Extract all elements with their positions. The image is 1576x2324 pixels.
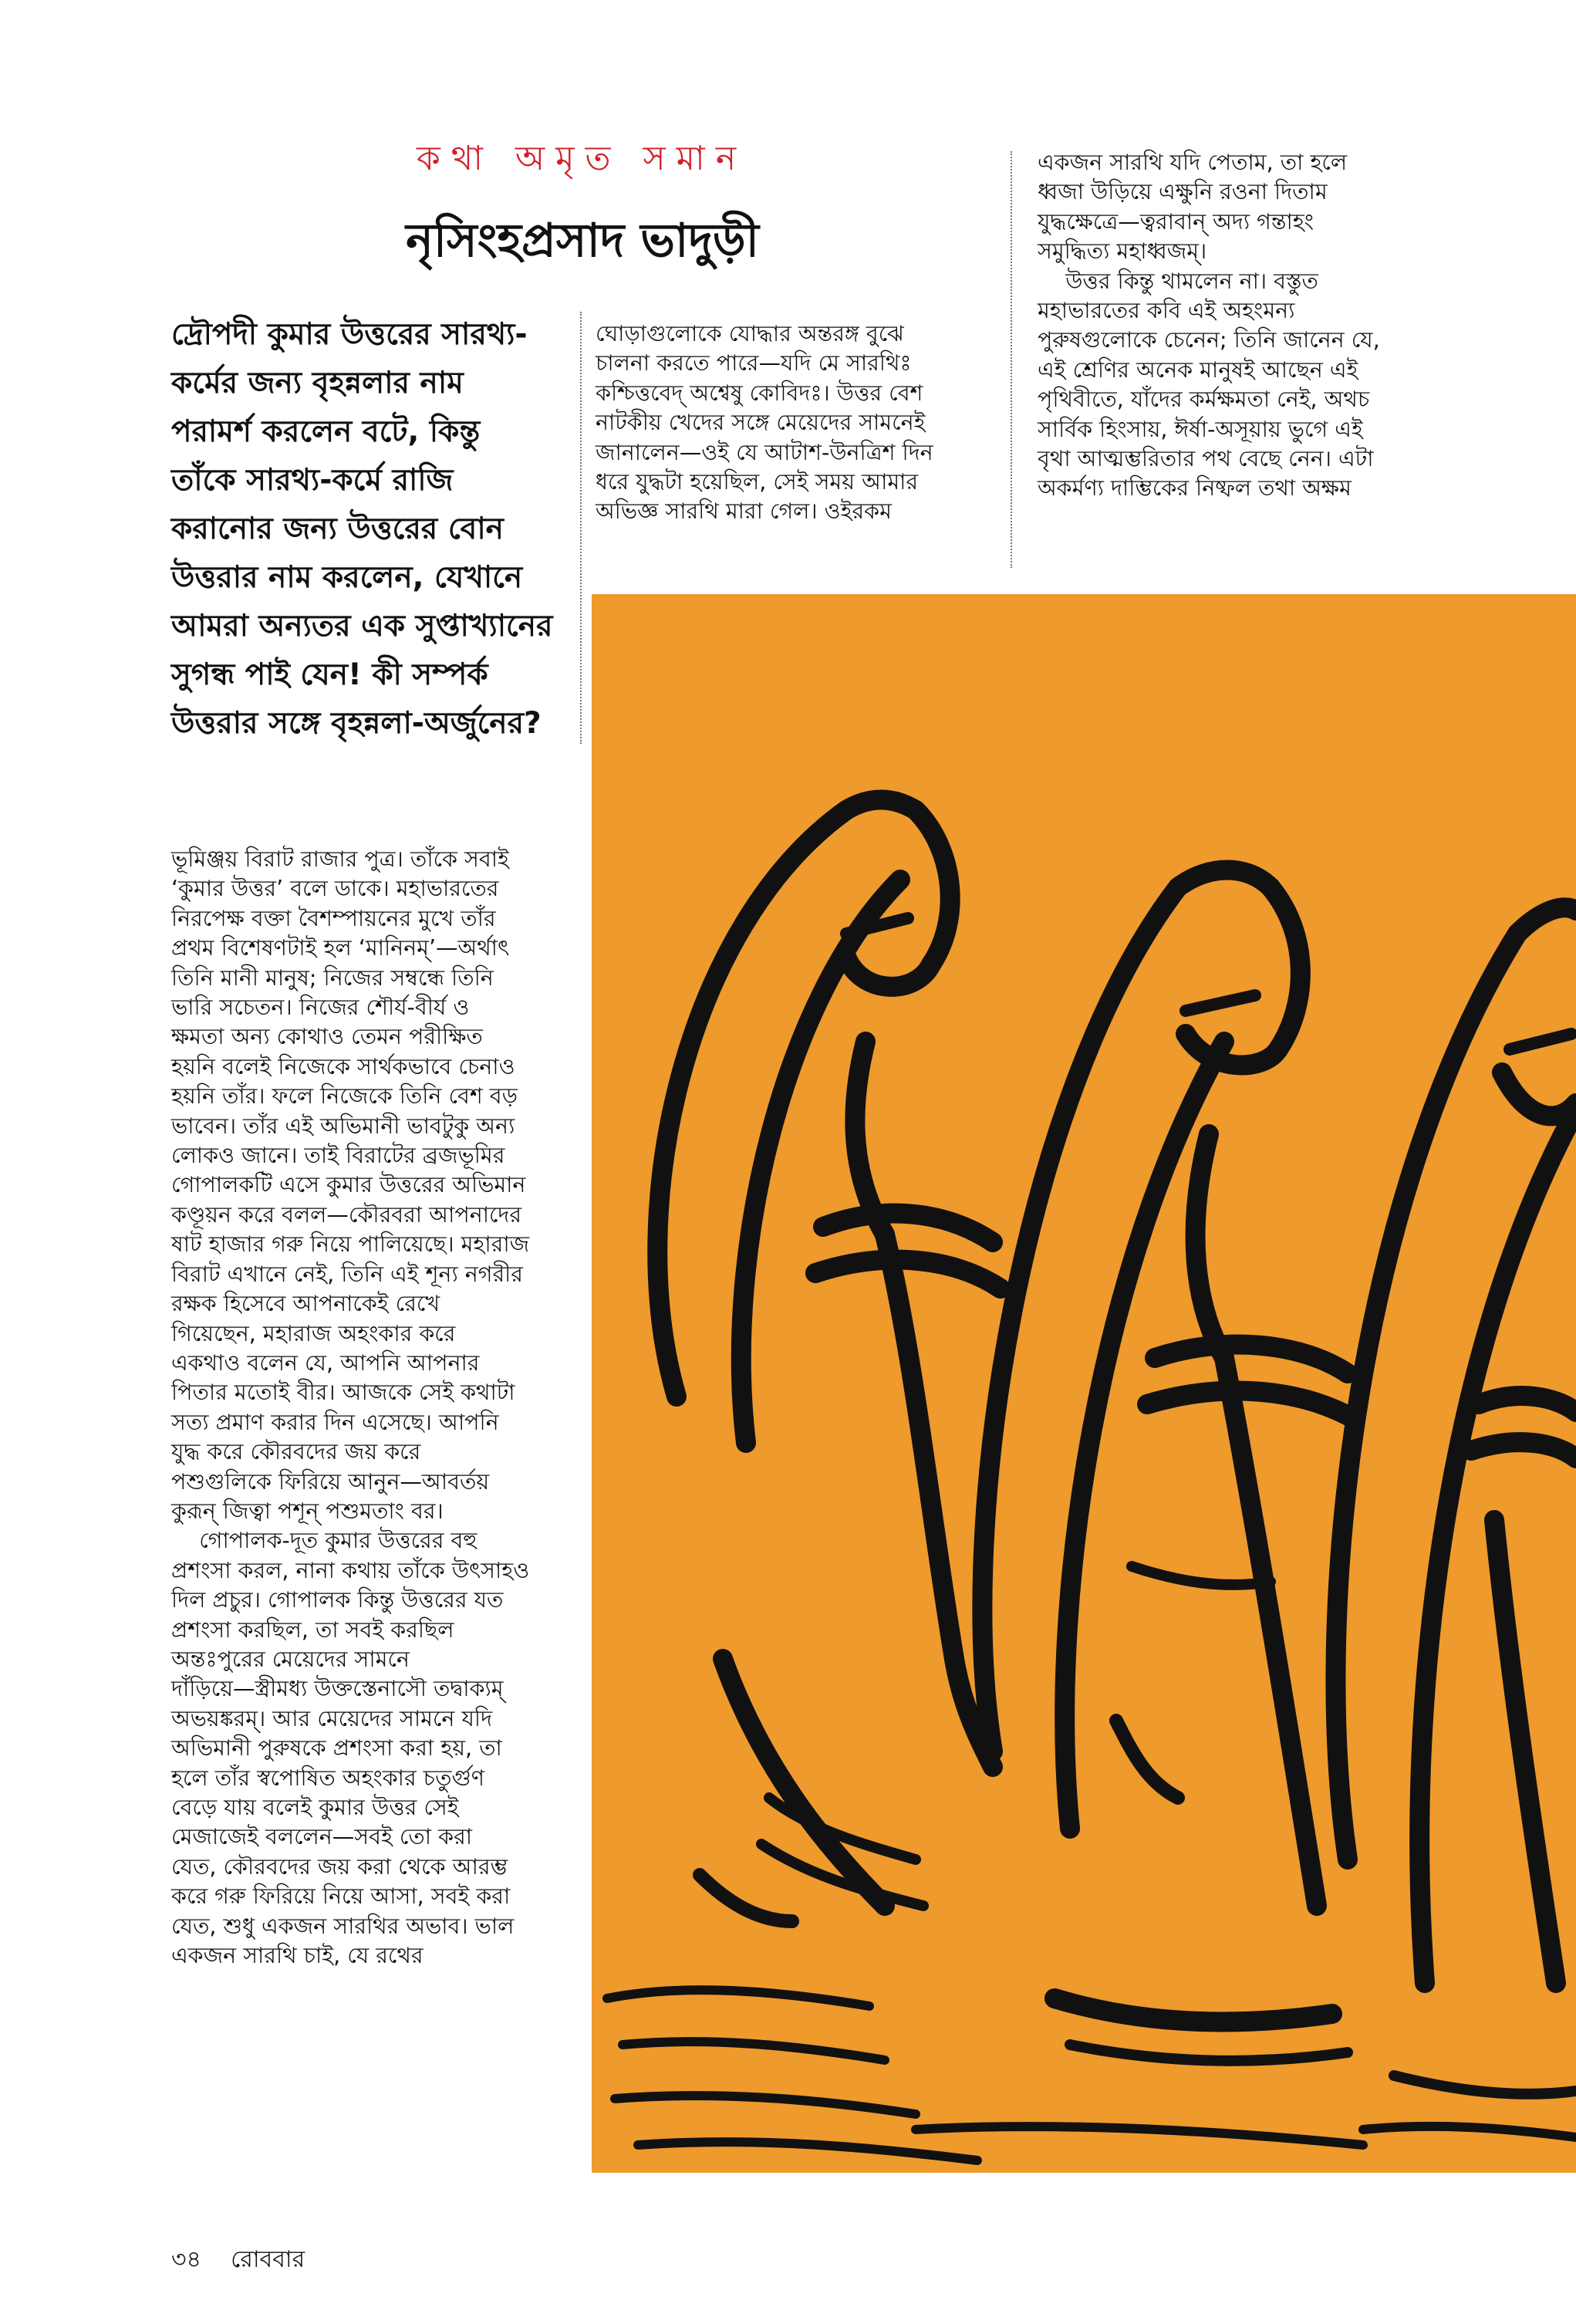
body-line: ধ্বজা উড়িয়ে এক্ষুনি রওনা দিতাম — [1038, 179, 1328, 205]
body-line: অভিজ্ঞ সারথি মারা গেল। ওইরকম — [596, 498, 892, 525]
body-line: একজন সারথি যদি পেতাম, তা হলে — [1038, 150, 1348, 175]
body-line: কশ্চিত্তবেদ্ অশ্বেষু কোবিদঃ। উত্তর বেশ — [596, 380, 923, 406]
figure-left — [657, 800, 1001, 1922]
body-line: ঘোড়াগুলোকে যোদ্ধার অন্তরঙ্গ বুঝে — [596, 321, 904, 346]
series-title: কথা অমৃত সমান — [417, 139, 748, 178]
body-line: ধরে যুদ্ধটা হয়েছিল, সেই সময় আমার — [596, 469, 919, 495]
body-line: যুদ্ধক্ষেত্রে—ত্বরাবান্ অদ্য গন্তাহং — [1038, 208, 1314, 235]
body-column-middle — [596, 319, 997, 527]
pull-quote-line: উত্তরার নাম করলেন, যেখানে — [171, 560, 523, 595]
pull-quote-line: সুগন্ধ পাই যেন! কী সম্পর্ক — [171, 657, 488, 692]
body-line: গোপালক-দূত কুমার উত্তরের বহু — [171, 1528, 478, 1554]
body-line: হয়নি বলেই নিজেকে সার্থকভাবে চেনাও — [171, 1053, 515, 1079]
body-column-right — [1038, 148, 1562, 504]
body-line: প্রথম বিশেষণটাই হল ‘মানিনম্’—অর্থাৎ — [171, 935, 510, 961]
body-line: বৃথা আত্মম্ভরিতার পথ বেছে নেন। এটা — [1038, 446, 1374, 472]
body-line: পুরুষগুলোকে চেনেন; তিনি জানেন যে, — [1038, 327, 1380, 353]
body-line: দাঁড়িয়ে—স্ত্রীমধ্য উক্তস্তেনাসৌ তদ্বাক্যম্ — [171, 1676, 504, 1702]
body-line: পৃথিবীতে, যাঁদের কর্মক্ষমতা নেই, অথচ — [1038, 387, 1370, 413]
pull-quote-line: কর্মের জন্য বৃহন্নলার নাম — [171, 366, 464, 400]
body-line: গোপালকটি এসে কুমার উত্তরের অভিমান — [171, 1172, 526, 1198]
body-line: ভূমিঞ্জয় বিরাট রাজার পুত্র। তাঁকে সবাই — [171, 846, 509, 872]
pull-quote-line: পরামর্শ করলেন বটে, কিন্তু — [171, 414, 481, 449]
body-line: পশুগুলিকে ফিরিয়ে আনুন—আবর্তয় — [171, 1468, 490, 1495]
body-line: পিতার মতোই বীর। আজকে সেই কথাটা — [171, 1380, 515, 1406]
pull-quote — [171, 310, 565, 748]
publication-name: রোববার — [231, 2246, 305, 2273]
body-line: সমুদ্ধিত্য মহাধ্বজম্। — [1038, 238, 1207, 265]
pull-quote-line: উত্তরার সঙ্গে বৃহন্নলা-অর্জুনের? — [171, 706, 542, 741]
author-name: নৃসিংহপ্রসাদ ভাদুড়ী — [406, 214, 759, 268]
body-line: রক্ষক হিসেবে আপনাকেই রেখে — [171, 1291, 440, 1317]
body-line: বেড়ে যায় বলেই কুমার উত্তর সেই — [171, 1795, 459, 1820]
column-divider — [1011, 151, 1012, 568]
body-line: নিরপেক্ষ বক্তা বৈশম্পায়নের মুখে তাঁর — [171, 905, 496, 931]
body-line: অভয়ঙ্করম্। আর মেয়েদের সামনে যদি — [171, 1705, 493, 1731]
pull-quote-line: করানোর জন্য উত্তরের বোন — [171, 512, 504, 546]
body-line: প্রশংসা করছিল, তা সবই করছিল — [171, 1616, 454, 1643]
body-line: তিনি মানী মানুষ; নিজের সম্বন্ধে তিনি — [171, 964, 494, 991]
body-line: ‘কুমার উত্তর’ বলে ডাকে। মহাভারতের — [171, 876, 499, 902]
figure-right — [1335, 907, 1576, 2094]
page-footer — [171, 2241, 305, 2280]
body-line: যুদ্ধ করে কৌরবদের জয় করে — [171, 1439, 421, 1465]
body-line: হয়নি তাঁর। ফলে নিজেকে তিনি বেশ বড় — [171, 1083, 518, 1110]
body-line: অভিমানী পুরুষকে প্রশংসা করা হয়, তা — [171, 1735, 502, 1762]
body-line: বিরাট এখানে নেই, তিনি এই শূন্য নগরীর — [171, 1261, 523, 1287]
body-line: জানালেন—ওই যে আটাশ-উনত্রিশ দিন — [596, 439, 933, 465]
pull-quote-line: আমরা অন্যতর এক সুপ্তাখ্যানের — [171, 609, 553, 643]
body-line: হলে তাঁর স্বপোষিত অহংকার চতুর্গুণ — [171, 1765, 484, 1791]
body-line: যেত, শুধু একজন সারথির অভাব। ভাল — [171, 1913, 515, 1939]
body-line: সত্য প্রমাণ করার দিন এসেছে। আপনি — [171, 1409, 499, 1435]
body-line: মহাভারতের কবি এই অহংমন্য — [1038, 298, 1295, 324]
page-number: ৩৪ — [171, 2246, 201, 2273]
body-line: প্রশংসা করল, নানা কথায় তাঁকে উৎসাহও — [171, 1557, 530, 1583]
illustration-three-women — [592, 594, 1576, 2173]
body-line: মেজাজেই বললেন—সবই তো করা — [171, 1824, 473, 1850]
body-line: অন্তঃপুরের মেয়েদের সামনে — [171, 1646, 410, 1672]
body-line: এই শ্রেণির অনেক মানুষই আছেন এই — [1038, 356, 1358, 383]
body-line: চালনা করতে পারে—যদি মে সারথিঃ — [596, 350, 912, 377]
column-divider — [580, 312, 582, 744]
body-line: ভারি সচেতন। নিজের শৌর্য-বীর্য ও — [171, 995, 470, 1021]
pull-quote-line: তাঁকে সারথ্য-কর্মে রাজি — [171, 463, 454, 498]
body-line: অকর্মণ্য দাম্ভিকের নিষ্ফল তথা অক্ষম — [1038, 475, 1352, 502]
body-line: একথাও বলেন যে, আপনি আপনার — [171, 1349, 480, 1376]
body-line: কুরূন্ জিত্বা পশূন্ পশুমতাং বর। — [171, 1498, 444, 1524]
figure-middle — [982, 870, 1355, 2061]
body-line: উত্তর কিন্তু থামলেন না। বস্তুত — [1038, 268, 1318, 294]
body-line: যেত, কৌরবদের জয় করা থেকে আরম্ভ — [171, 1853, 508, 1880]
body-line: ক্ষমতা অন্য কোথাও তেমন পরীক্ষিত — [171, 1024, 483, 1050]
pull-quote-line: দ্রৌপদী কুমার উত্তরের সারথ্য- — [171, 317, 528, 352]
body-column-left — [171, 845, 572, 1971]
body-line: সার্বিক হিংসায়, ঈর্ষা-অসূয়ায় ভুগে এই — [1038, 416, 1363, 442]
body-line: করে গরু ফিরিয়ে নিয়ে আসা, সবই করা — [171, 1883, 511, 1910]
body-line: ভাবেন। তাঁর এই অভিমানী ভাবটুকু অন্য — [171, 1113, 515, 1139]
body-line: দিল প্রচুর। গোপালক কিন্তু উত্তরের যত — [171, 1587, 504, 1613]
body-line: কণ্ডূয়ন করে বলল—কৌরবরা আপনাদের — [171, 1201, 522, 1228]
body-line: গিয়েছেন, মহারাজ অহংকার করে — [171, 1320, 456, 1346]
body-line: ষাট হাজার গরু নিয়ে পালিয়েছে। মহারাজ — [171, 1231, 530, 1258]
body-line: একজন সারথি চাই, যে রথের — [171, 1943, 424, 1969]
body-line: নাটকীয় খেদের সঙ্গে মেয়েদের সামনেই — [596, 410, 926, 436]
body-line: লোকও জানে। তাই বিরাটের ব্রজভূমির — [171, 1143, 505, 1169]
